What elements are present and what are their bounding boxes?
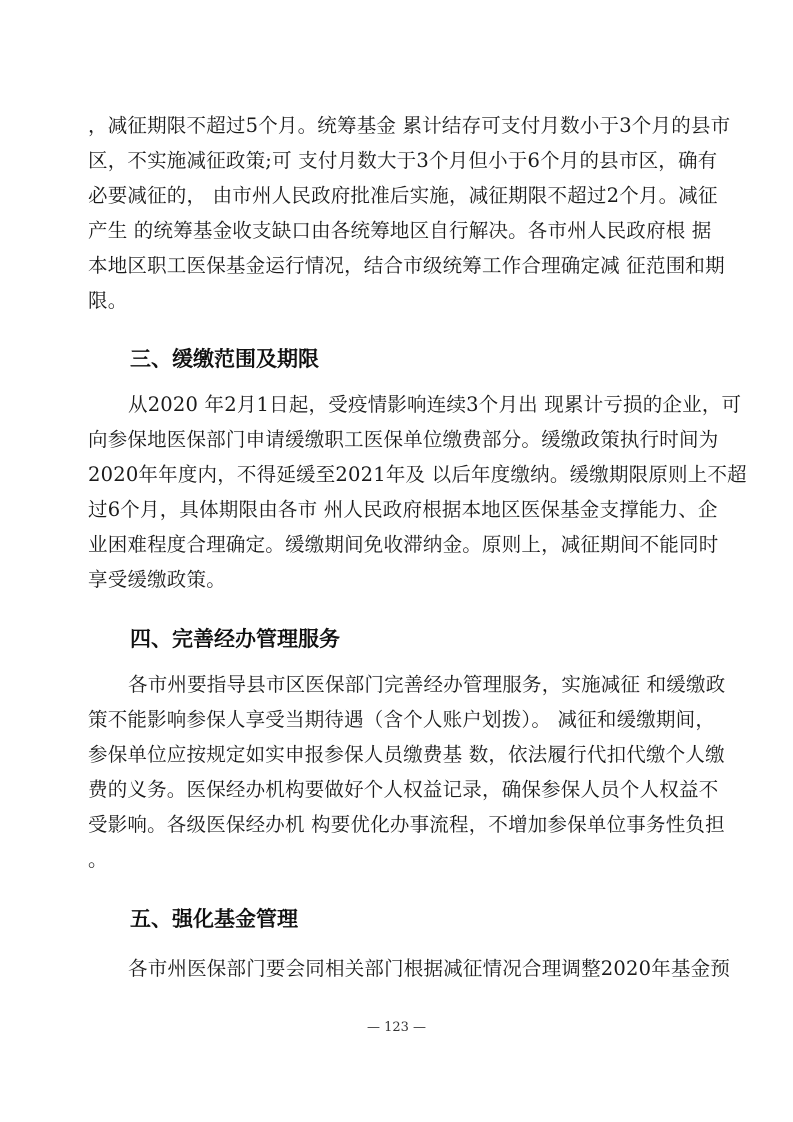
paragraph-line: 区，不实施减征政策;可 支付月数大于3个月但小于6个月的县市区，确有 [88,149,718,172]
paragraph-line: 必要减征的， 由市州人民政府批准后实施，减征期限不超过2个月。减征 [88,184,718,207]
paragraph-line: 策不能影响参保人享受当期待遇（含个人账户划拨）。 减征和缓缴期间， [88,708,716,731]
paragraph-line: 各市州要指导县市区医保部门完善经办管理服务，实施减征 和缓缴政 [128,673,726,696]
paragraph-line: 产生 的统筹基金收支缺口由各统筹地区自行解决。各市州人民政府根 据 [88,219,712,242]
paragraph-line: 限。 [88,289,128,312]
page-number: — 123 — [366,1020,427,1035]
paragraph-line: 业困难程度合理确定。缓缴期间免收滞纳金。原则上，减征期间不能同时 [88,533,719,556]
paragraph-line: ，减征期限不超过5个月。统筹基金 累计结存可支付月数小于3个月的县市 [88,114,731,137]
section-heading-3: 三、缓缴范围及期限 [130,347,319,371]
paragraph-line: 2020年年度内，不得延缓至2021年及 以后年度缴纳。缓缴期限原则上不超 [88,463,747,486]
paragraph-line: 各市州医保部门要会同相关部门根据减征情况合理调整2020年基金预 [128,957,731,980]
section-heading-4: 四、完善经办管理服务 [130,627,340,651]
paragraph-line: 享受缓缴政策。 [88,568,226,591]
paragraph-line: 费的义务。医保经办机构要做好个人权益记录，确保参保人员个人权益不 [88,778,719,801]
paragraph-line: 过6个月，具体期限由各市 州人民政府根据本地区医保基金支撑能力、企 [88,498,718,521]
paragraph-line: 。 [88,848,108,871]
paragraph-line: 本地区职工医保基金运行情况，结合市级统筹工作合理确定减 征范围和期 [88,254,725,277]
paragraph-line: 从2020 年2月1日起，受疫情影响连续3个月出 现累计亏损的企业，可 [128,393,742,416]
section-heading-5: 五、强化基金管理 [130,907,298,931]
paragraph-line: 向参保地医保部门申请缓缴职工医保单位缴费部分。缓缴政策执行时间为 [88,428,719,451]
paragraph-line: 参保单位应按规定如实申报参保人员缴费基 数，依法履行代扣代缴个人缴 [88,743,725,766]
paragraph-line: 受影响。各级医保经办机 构要优化办事流程，不增加参保单位事务性负担 [88,813,725,836]
